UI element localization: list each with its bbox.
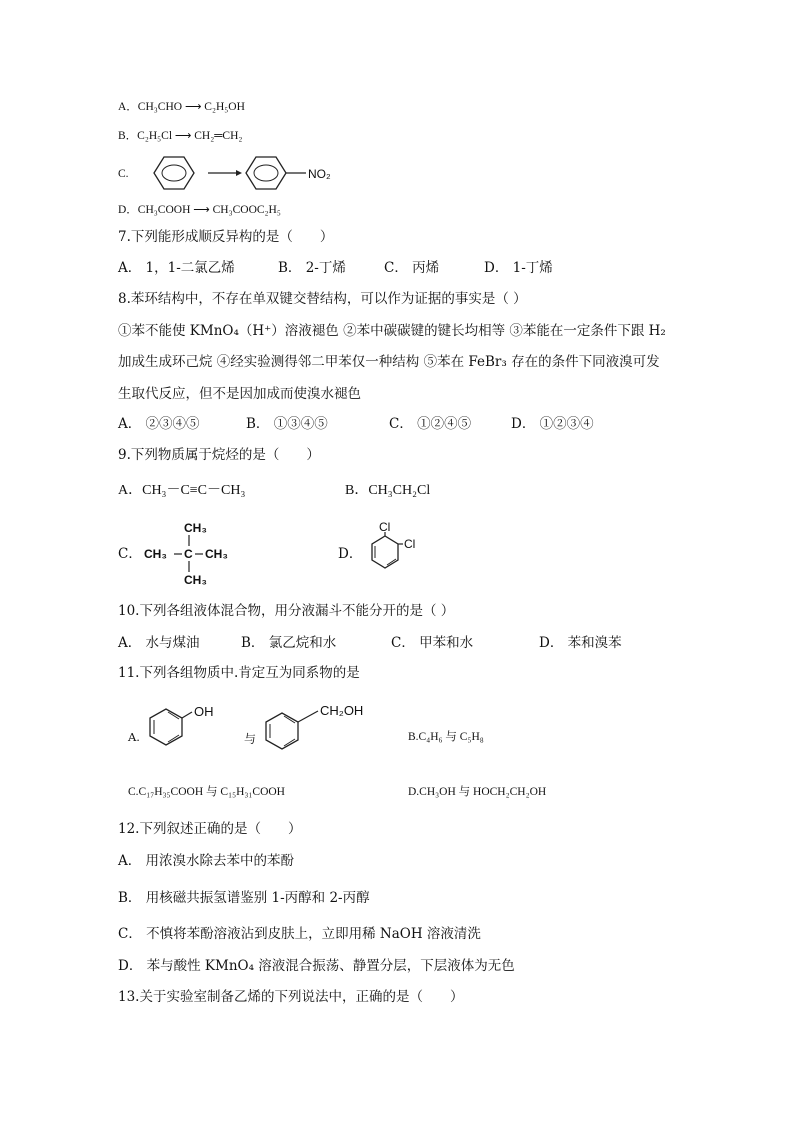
q10-option-a: A． 水与煤油 (118, 635, 200, 651)
q10-option-d: D． 苯和溴苯 (539, 635, 622, 651)
q7-option-b: B． 2-丁烯 (278, 260, 346, 276)
q12-option-b: B． 用核磁共振氢谱鉴别 1-丙醇和 2-丙醇 (118, 890, 370, 906)
q6-benzene-to-nitrobenzene-diagram (148, 152, 348, 194)
benzene-ring-icon (150, 709, 182, 745)
q8-options (118, 415, 594, 433)
benzene-ring-icon (154, 157, 194, 189)
q8-statement-line-1: ①苯不能使 KMnO₄（H⁺）溶液褪色 ②苯中碳碳键的键长均相等 ③苯能在一定条件下跟 H₂ (118, 323, 666, 339)
q9-options-ab (118, 482, 430, 500)
q9-option-c-neopentane-structure (144, 518, 244, 588)
q8-stem: 8.苯环结构中，不存在单双键交替结构，可以作为证据的事实是（ ） (118, 291, 527, 307)
q8-statement-line-3: 生取代反应，但不是因加成而使溴水褪色 (118, 386, 361, 402)
q6-option-d: D．CH₃COOH ⟶ CH₃COOC₂H₅ (118, 204, 281, 216)
chloro-label-1: Cl (379, 520, 391, 534)
q12-stem: 12.下列叙述正确的是（ ） (118, 821, 302, 837)
q11-option-b: B.C₄H₆ 与 C₅H₈ (408, 731, 484, 743)
q12-option-d: D． 苯与酸性 KMnO₄ 溶液混合振荡、静置分层，下层液体为无色 (118, 958, 515, 974)
q12-option-c: C． 不慎将苯酚溶液沾到皮肤上，立即用稀 NaOH 溶液清洗 (118, 926, 481, 942)
q9-option-d-label: D． (338, 546, 363, 562)
q9-option-b: B．CH₃CH₂Cl (345, 483, 431, 498)
ch2oh-label: CH₂OH (320, 703, 364, 718)
q11-stem: 11.下列各组物质中.肯定互为同系物的是 (118, 665, 360, 681)
benzene-ring-icon (372, 536, 398, 568)
q8-option-b: B． ①③④⑤ (246, 416, 328, 432)
q9-stem: 9.下列物质属于烷烃的是（ ） (118, 447, 320, 463)
q6-option-a: A．CH₃CHO ⟶ C₂H₅OH (118, 101, 245, 113)
q11-with-label: 与 (244, 732, 257, 746)
ch3-bottom-label: CH₃ (184, 573, 207, 587)
q11-option-a-label: A. (128, 730, 140, 744)
chloro-label-2: Cl (404, 537, 416, 551)
q10-option-b: B． 氯乙烷和水 (241, 635, 337, 651)
ch3-left-label: CH₃ (144, 547, 167, 561)
q7-option-c: C． 丙烯 (384, 260, 440, 276)
q8-statement-line-2: 加成生成环己烷 ④经实验测得邻二甲苯仅一种结构 ⑤苯在 FeBr₃ 存在的条件下同液溴可发 (118, 354, 660, 370)
q8-option-c: C． ①②④⑤ (389, 416, 472, 432)
q10-options (118, 634, 622, 652)
central-carbon-label: C (184, 547, 193, 561)
q7-option-a: A． 1，1-二氯乙烯 (118, 260, 235, 276)
nitro-group-label: NO₂ (308, 167, 331, 181)
ch3-top-label: CH₃ (184, 521, 207, 535)
q7-options (118, 259, 553, 277)
q11-option-a-phenol-benzyl-alcohol-diagram (144, 703, 394, 771)
q9-option-d-dichlorobenzene-structure (366, 520, 436, 584)
benzene-ring-icon (266, 713, 298, 749)
q11-option-d: D.CH₃OH 与 HOCH₂CH₂OH (408, 786, 547, 798)
q9-option-a: A．CH₃－C≡C－CH₃ (118, 483, 246, 498)
q13-stem: 13.关于实验室制备乙烯的下列说法中，正确的是（ ） (118, 989, 464, 1005)
q12-option-a: A． 用浓溴水除去苯中的苯酚 (118, 853, 295, 869)
hydroxyl-label: OH (194, 704, 214, 719)
arrow-icon (236, 170, 242, 176)
q9-option-c-label: C． (118, 546, 142, 562)
q8-option-a: A． ②③④⑤ (118, 416, 200, 432)
q6-option-b: B．C₂H₅Cl ⟶ CH₂═CH₂ (118, 130, 243, 142)
q7-stem: 7.下列能形成顺反异构的是（ ） (118, 229, 334, 245)
q10-stem: 10.下列各组液体混合物，用分液漏斗不能分开的是（ ） (118, 603, 455, 619)
ch3-right-label: CH₃ (205, 547, 228, 561)
q7-option-d: D． 1-丁烯 (484, 260, 553, 276)
q11-option-c: C.C₁₇H₃₅COOH 与 C₁₅H₃₁COOH (128, 786, 285, 798)
q6-option-c-label: C. (118, 168, 129, 180)
q8-option-d: D． ①②③④ (511, 416, 594, 432)
q10-option-c: C． 甲苯和水 (391, 635, 474, 651)
benzene-ring-icon (246, 157, 286, 189)
